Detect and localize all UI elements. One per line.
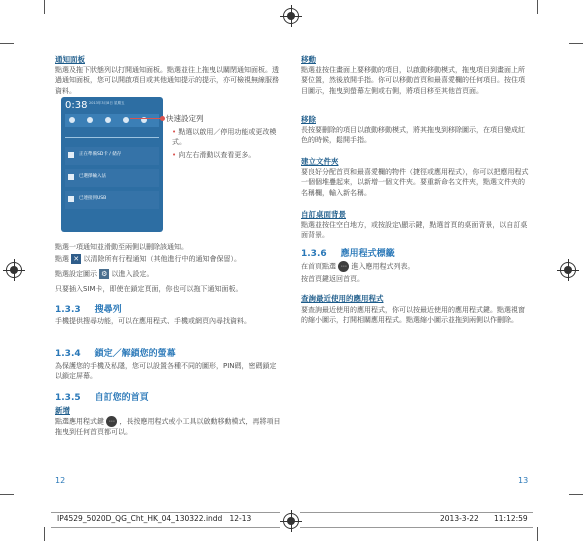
heading-notification-panel: 通知面板 — [55, 55, 85, 64]
callout-bullet-1: • 點選以啟用／停用功能或更改模式。 — [172, 128, 277, 146]
crop-mark — [44, 527, 45, 541]
phone-notification-2: 已選擇輸入法 — [79, 174, 106, 179]
callout-dot — [160, 116, 165, 121]
paragraph-wallpaper: 點選並按住空白地方，或按設定\顯示鍵，點選首頁的桌面背景，以自訂桌面背景。 — [301, 221, 528, 240]
paragraph-remove: 長按要刪除的項目以啟動移動模式，將其拖曳到移除圖示，在項目變成紅色的時候，鬆開手指。 — [301, 126, 525, 145]
section-1-3-3: 1.3.3 搜尋列 — [55, 305, 122, 315]
heading-recent-apps: 查詢最近使用的應用程式 — [301, 294, 384, 303]
paragraph-sim: 只要插入SIM卡，即使在鎖定頁面，你也可以拖下通知面板。 — [55, 285, 243, 293]
paragraph-move: 點選並按住畫面上要移動的項目，以啟動移動模式，拖曳項目到畫面上所要位置，然後放開手指。你可以移動首頁和最喜愛欄的任何項目。按住項目圖示，拖曳到螢幕左側或右側，將項目移至其他首頁面。 — [301, 66, 525, 95]
paragraph-swipe: 點選一項通知並滑動至兩側以刪除該通知。 — [55, 243, 188, 251]
paragraph-lock: 為保護您的手機及私隱，您可以設置各種不同的圖形，PIN碼，密碼鎖定以鎖定屏幕。 — [55, 362, 277, 381]
crop-mark — [44, 0, 45, 14]
crop-mark — [569, 43, 583, 44]
paragraph-folder: 要良好分配首頁和最喜愛欄的物件（捷徑或應用程式），你可以把應用程式一個個堆疊起來，以新增一個文件夾。要重新命名文件夾，點選文件夾的名稱欄，輸入新名稱。 — [301, 168, 529, 197]
crop-mark — [537, 0, 538, 14]
section-1-3-5: 1.3.5 自訂您的首頁 — [55, 393, 149, 403]
section-1-3-6: 1.3.6 應用程式標籤 — [301, 249, 395, 259]
slug-filename: IP4529_5020D_QG_Cht_HK_04_130322.indd 12-13 — [57, 514, 252, 523]
clear-all-icon: ✕ — [71, 254, 81, 264]
registration-mark-top-center — [283, 8, 299, 24]
app-drawer-icon: ⋯ — [106, 416, 117, 427]
callout-bullet-2: • 向左右滑動以查看更多。 — [172, 151, 256, 159]
paragraph-app-list: 在首頁點選 ⋯ 進入應用程式列表。 — [301, 262, 415, 271]
paragraph-notification-panel: 點選及拖下狀態列以打開通知面板。點選並往上拖曳以關閉通知面板。透過通知面板，您可以開啟項目或其他通知提示的提示，亦可檢視無線服務資料。 — [55, 66, 279, 95]
callout-title: 快速設定列 — [166, 114, 204, 123]
heading-add: 新增 — [55, 406, 70, 415]
phone-notification-1: 正在準備SD卡 / 储存 — [79, 152, 122, 157]
paragraph-back-home: 按首頁鍵返回首頁。 — [301, 275, 364, 283]
heading-wallpaper: 自訂桌面背景 — [301, 210, 346, 219]
page-number-left: 12 — [55, 476, 66, 485]
paragraph-recent-apps: 要查詢最近使用的應用程式，你可以按最近使用的應用程式鍵。點選視窗的縮小圖示，打開相關應用程式。點選縮小圖示並拖到兩側以作刪除。 — [301, 306, 525, 325]
crop-mark — [569, 494, 583, 495]
registration-mark-right-center — [560, 262, 576, 278]
phone-notification-3: 已連接到USB — [79, 196, 107, 201]
slug-date: 2013-3-22 — [440, 514, 479, 523]
registration-mark-bottom-center — [283, 513, 299, 529]
paragraph-settings: 點選設定圖示 ⚙ 以進入設定。 — [55, 270, 154, 278]
callout-line — [130, 118, 164, 119]
crop-mark — [0, 43, 14, 44]
paragraph-search: 手機提供搜尋功能，可以在應用程式、手機或網頁內尋找資料。 — [55, 317, 251, 325]
heading-folder: 建立文件夾 — [301, 157, 339, 166]
phone-date: 2013年3月8日 星期五 — [89, 101, 125, 105]
registration-mark-left-center — [6, 262, 22, 278]
settings-icon: ⚙ — [101, 270, 108, 278]
slug-time: 11:12:59 — [494, 514, 528, 523]
app-drawer-icon: ⋯ — [338, 261, 349, 272]
paragraph-clear: 點選 ✕ 以清除所有行程通知（其他進行中的通知會保留）。 — [55, 255, 241, 263]
heading-move: 移動 — [301, 55, 316, 64]
section-1-3-4: 1.3.4 鎖定／解鎖您的螢幕 — [55, 349, 176, 359]
phone-time: 0:38 — [65, 100, 88, 111]
paragraph-add: 點選應用程式鍵 ⋯ ，長按應用程式或小工具以啟動移動模式，再將項目拖曳到任何首頁都可以。 — [55, 417, 281, 436]
heading-remove: 移除 — [301, 115, 316, 124]
crop-mark — [0, 494, 14, 495]
page-number-right: 13 — [518, 476, 529, 485]
crop-mark — [537, 527, 538, 541]
quick-settings-bar — [65, 114, 159, 127]
